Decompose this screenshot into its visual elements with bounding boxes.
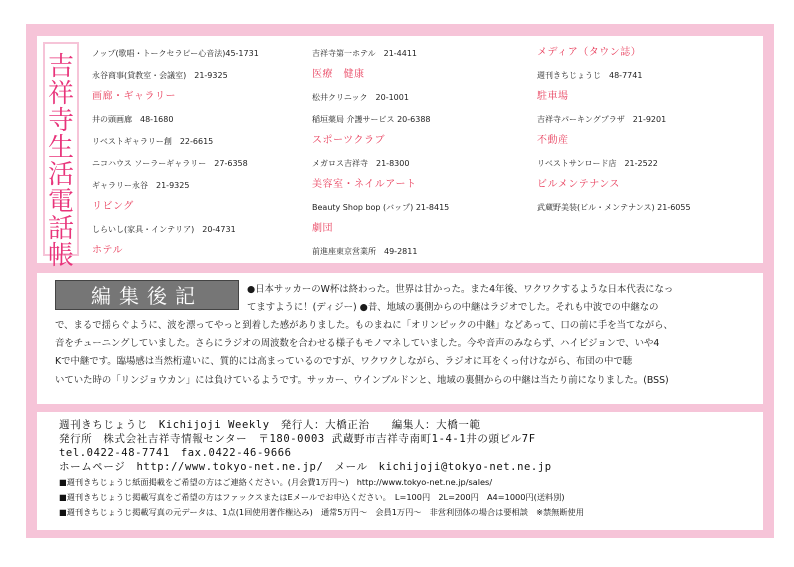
directory-entry: リベストサンロード店 21-2522 — [537, 159, 658, 168]
publication-credits: 週刊きちじょうじ Kichijoji Weekly 発行人：大橋正治 編集人：大橋一範 — [59, 419, 481, 431]
directory-entry: ニコハウス ソーラーギャラリー 27-6358 — [92, 159, 248, 168]
editor-note-line: 音をチューニングしていました。さらにラジオの周波数を合わせる様子もモノマネしていました。今や音声のみならず、ハイビジョンで、いや4 — [55, 338, 660, 350]
directory-entry: 松井クリニック 20-1001 — [312, 93, 409, 102]
note-photo-order: ■週刊きちじょうじ掲載写真をご希望の方はファックスまたはEメールでお申込ください。 L=100円 2L=200円 A4=1000円(送料別) — [59, 492, 565, 502]
editor-note-heading: 編集後記 — [55, 280, 239, 310]
directory-entry: しらいし(家具・インテリア) 20-4731 — [92, 225, 236, 234]
directory-entry: 吉祥寺第一ホテル 21-4411 — [312, 49, 418, 58]
category-heading: 医療 健康 — [312, 69, 365, 80]
directory-entry: ギャラリー永谷 21-9325 — [92, 181, 190, 190]
category-heading: スポーツクラブ — [312, 135, 385, 146]
directory-title: 吉祥寺生活電話帳 — [47, 52, 74, 271]
category-heading: 不動産 — [537, 135, 569, 146]
note-ad-listing: ■週刊きちじょうじ紙面掲載をご希望の方はご連絡ください。(月会費1万円～) http://www.tokyo-net.ne.jp/sales/ — [59, 477, 493, 487]
directory-column-3 — [537, 42, 759, 218]
phone-directory-panel — [37, 36, 763, 271]
category-heading: 画廊・ギャラリー — [92, 91, 176, 102]
phone-fax: tel.0422-48-7741 fax.0422-46-9666 — [59, 447, 292, 459]
editor-note-body — [55, 317, 755, 390]
homepage-email: ホームページ http://www.tokyo-net.ne.jp/ メール kichijoji@tokyo-net.ne.jp — [59, 461, 552, 473]
editor-note-panel — [37, 273, 763, 404]
category-heading: リビング — [92, 201, 134, 212]
editor-note-line: Kで中継です。臨場感は当然桁違いに、質的には高まっているのですが、ワクワクしながら、ラジオに耳をくっ付けながら、布団の中で聴 — [55, 356, 633, 368]
editor-note-line: で、まるで揺らぐように、波を漂ってやっと到着した感がありました。ものまねに「オリンピックの中継」などあって、口の前に手を当てながら、 — [55, 320, 673, 331]
directory-column-1 — [92, 42, 312, 262]
category-heading: ビルメンテナンス — [537, 179, 620, 190]
directory-entry: 武蔵野美装(ビル・メンテナンス) 21-6055 — [537, 203, 691, 212]
directory-entry: 永谷商事(貸教室・会議室) 21-9325 — [92, 71, 228, 80]
editor-note-line: てますように！(ディジー) ●昔、地域の裏側からの中継はラジオでした。それも中波での中継なの — [247, 302, 659, 313]
category-heading: メディア（タウン誌） — [537, 47, 642, 58]
editor-note-line: いていた時の「リンジョウカン」には負けているようです。サッカー、ウインブルドンと、地域の裏側からの中継は当たり前になりました。(BSS) — [55, 374, 669, 386]
directory-entry: Beauty Shop bop (バップ) 21-8415 — [312, 203, 450, 212]
publisher-address: 発行所 株式会社吉祥寺情報センター 〒180-0003 武蔵野市吉祥寺南町1-4-1井の頭ビル7F — [59, 433, 536, 445]
directory-entry: ノップ(歌唱・トークセラピー心音法)45-1731 — [92, 49, 259, 58]
directory-entry: 前進座東京営業所 49-2811 — [312, 247, 418, 256]
category-heading: ホテル — [92, 245, 123, 256]
directory-title-box — [43, 42, 79, 271]
directory-entry: 週刊きちじょうじ 48-7741 — [537, 71, 643, 80]
category-heading: 駐車場 — [537, 91, 569, 102]
note-photo-data: ■週刊きちじょうじ掲載写真の元データは、1点(1回使用著作権込み) 通常5万円～ 会員1万円～ 非営利団体の場合は要相談 ※禁無断使用 — [59, 507, 584, 517]
editor-note-first-lines — [247, 281, 755, 317]
category-heading: 劇団 — [312, 223, 333, 234]
directory-entry: リベストギャラリー創 22-6615 — [92, 137, 214, 146]
publisher-info-panel — [37, 412, 763, 530]
editor-note-line: ●日本サッカーのW杯は終わった。世界は甘かった。また4年後、ワクワクするような日本代表になっ — [247, 284, 674, 295]
directory-entry: 稲垣薬局 介護サービス 20-6388 — [312, 115, 431, 124]
directory-entry: メガロス吉祥寺 21-8300 — [312, 159, 410, 168]
directory-entry: 井の頭画廊 48-1680 — [92, 115, 174, 124]
category-heading: 美容室・ネイルアート — [312, 179, 417, 190]
directory-column-2 — [312, 42, 537, 262]
directory-entry: 吉祥寺パーキングプラザ 21-9201 — [537, 115, 667, 124]
